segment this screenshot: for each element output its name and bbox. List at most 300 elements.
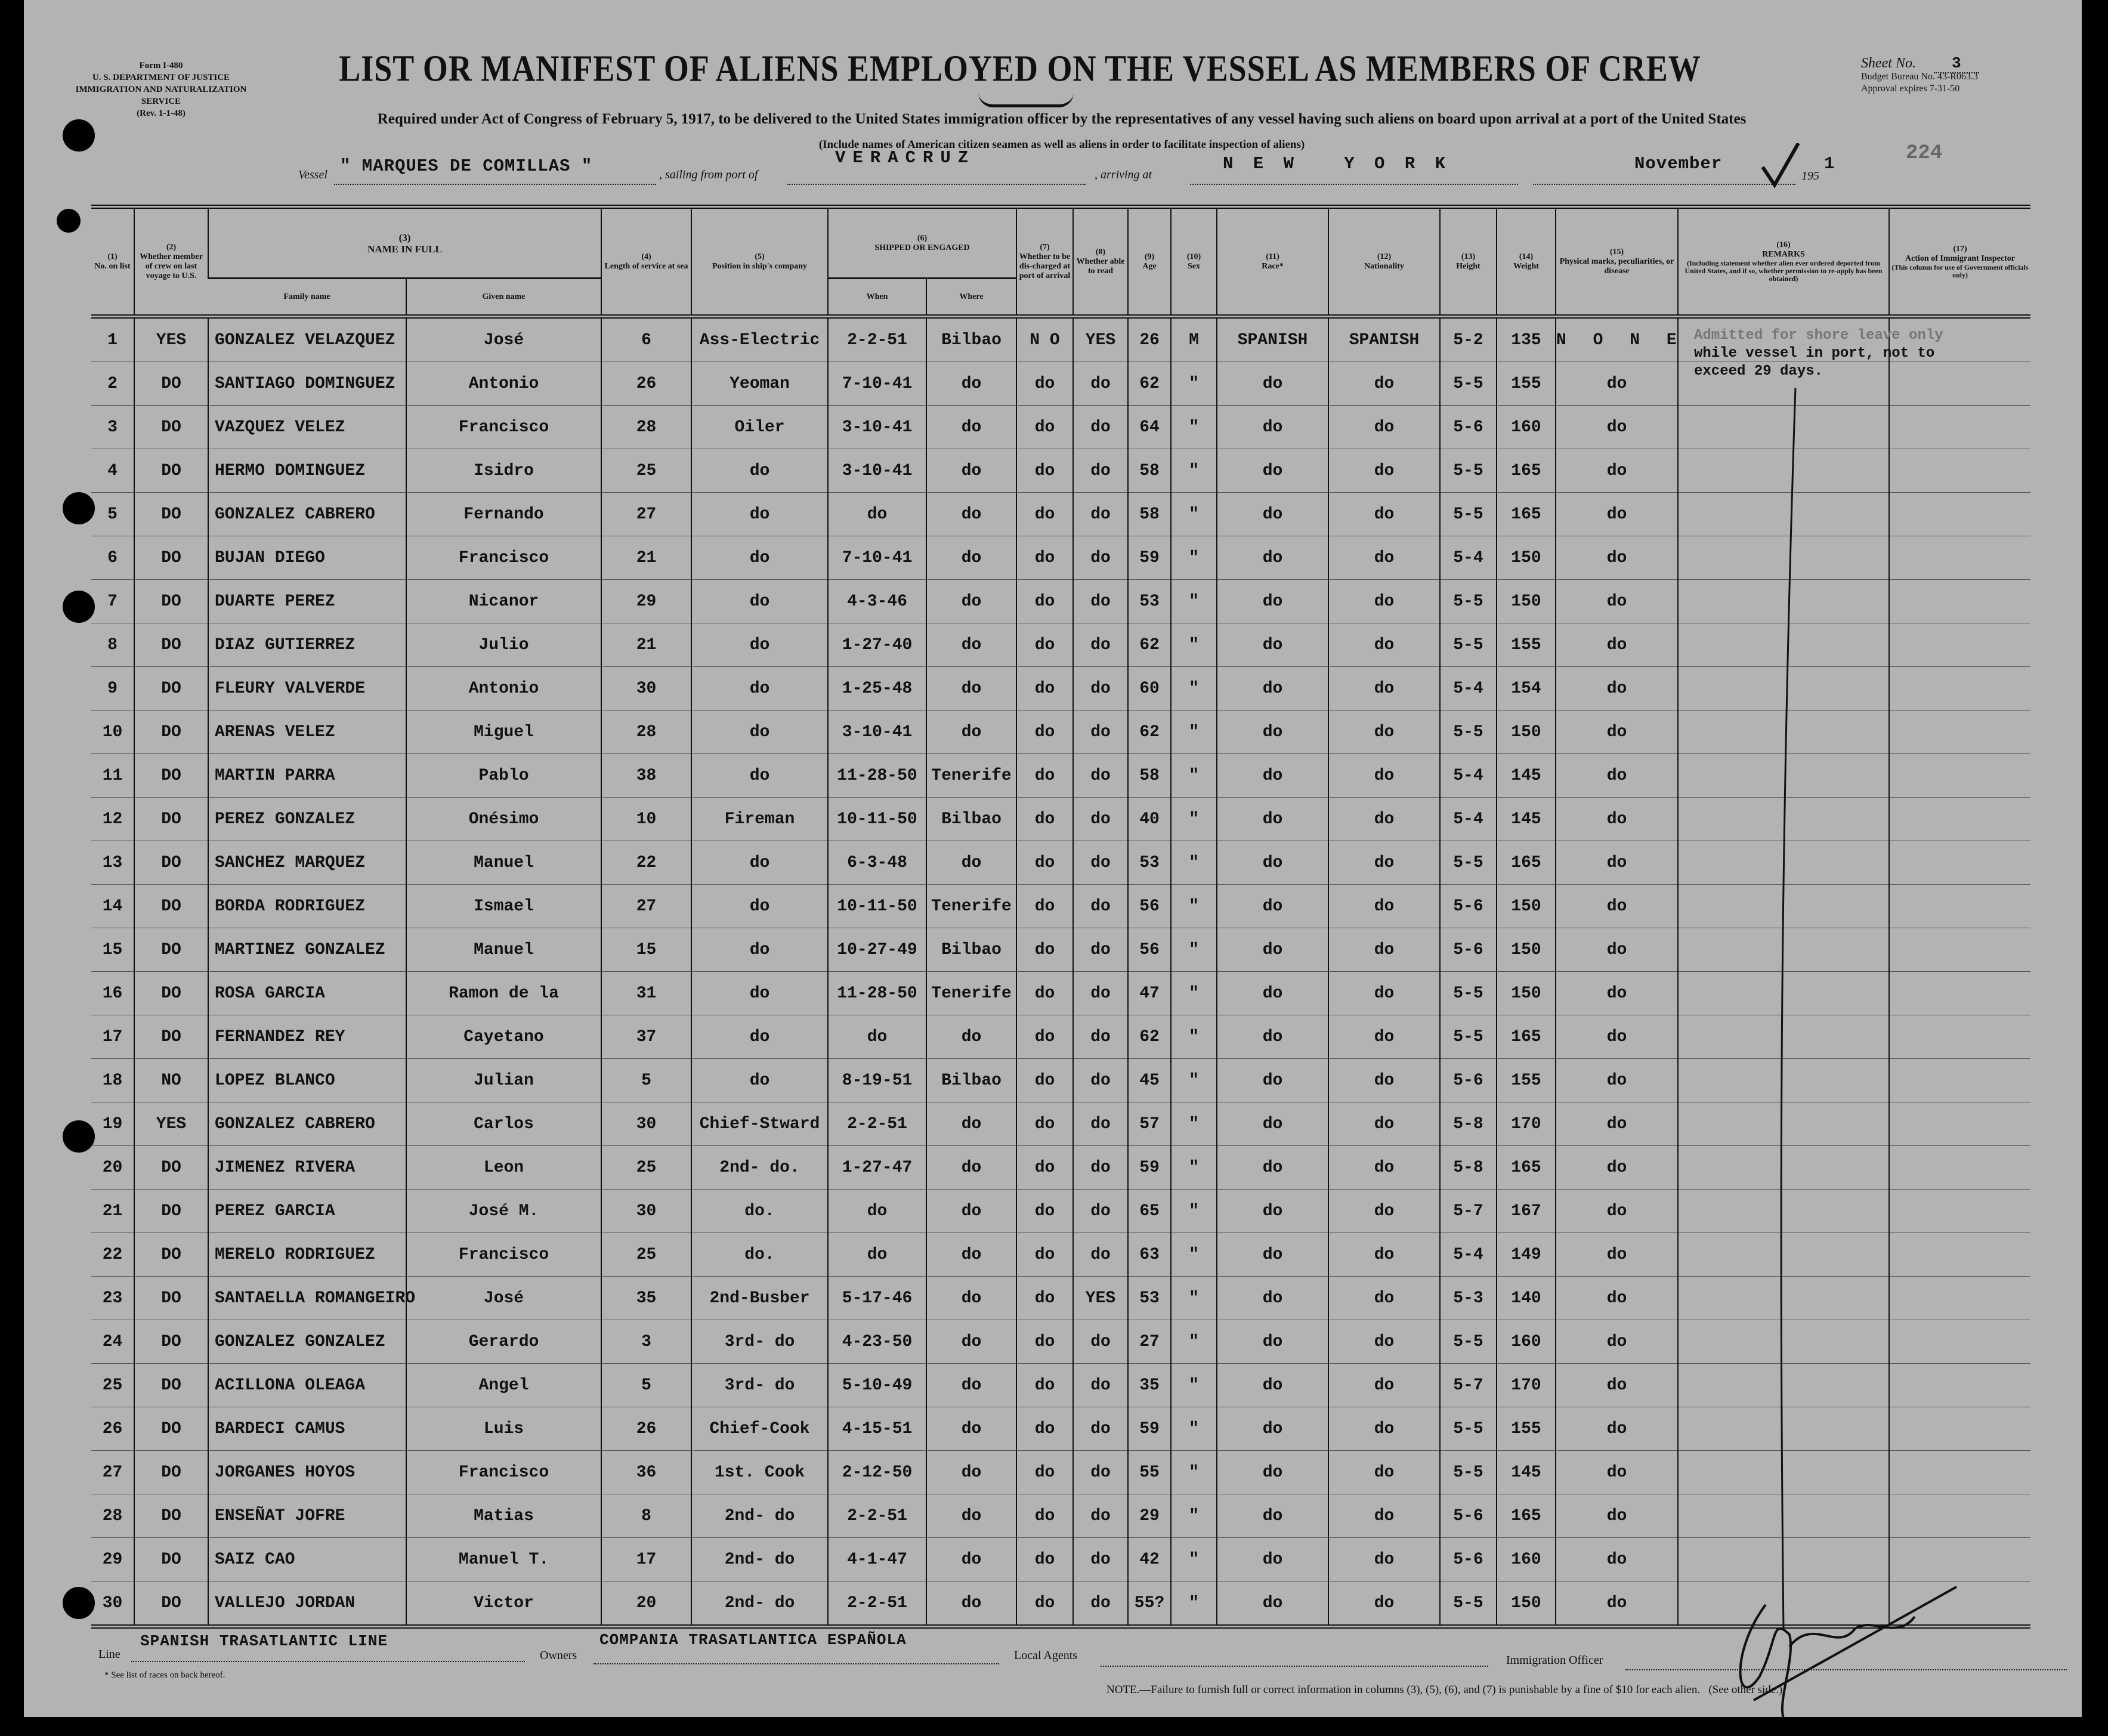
cell-given-name: José <box>406 1277 601 1320</box>
remarks-line: while vessel in port, not to <box>1694 345 1935 362</box>
crew-manifest-table <box>91 205 2030 1629</box>
cell-nationality: SPANISH <box>1328 317 1440 362</box>
cell-inspector-action <box>1889 798 2030 841</box>
cell-position: 2nd- do <box>691 1494 828 1538</box>
cell-height: 5-4 <box>1440 667 1497 711</box>
cell-shipped-where: do <box>926 1494 1016 1538</box>
cell-family-name: MARTIN PARRA <box>208 754 406 798</box>
cell-race: do <box>1217 1494 1328 1538</box>
cell-family-name: ENSEÑAT JOFRE <box>208 1494 406 1538</box>
cell-shipped-where: Bilbao <box>926 798 1016 841</box>
cell-weight: 170 <box>1497 1102 1556 1146</box>
cell-shipped-where: do <box>926 1538 1016 1581</box>
cell-shipped-where: do <box>926 1364 1016 1407</box>
cell-race: do <box>1217 1059 1328 1102</box>
cell-age: 35 <box>1128 1364 1171 1407</box>
table-row <box>91 1059 2030 1102</box>
cell-family-name: BARDECI CAMUS <box>208 1407 406 1451</box>
table-row <box>91 1364 2030 1407</box>
cell-position: Chief-Cook <box>691 1407 828 1451</box>
cell-family-name: ACILLONA OLEAGA <box>208 1364 406 1407</box>
cell-inspector-action <box>1889 536 2030 580</box>
cell-given-name: Matias <box>406 1494 601 1538</box>
cell-able-to-read: do <box>1073 972 1128 1015</box>
cell-height: 5-5 <box>1440 623 1497 667</box>
cell-given-name: Cayetano <box>406 1015 601 1059</box>
cell-position: do <box>691 1015 828 1059</box>
cell-given-name: Francisco <box>406 536 601 580</box>
cell-shipped-when: 4-15-51 <box>828 1407 926 1451</box>
cell-family-name: DUARTE PEREZ <box>208 580 406 623</box>
cell-position: do <box>691 536 828 580</box>
cell-height: 5-3 <box>1440 1277 1497 1320</box>
cell-shipped-where: Bilbao <box>926 928 1016 972</box>
col-family-name: Family name <box>208 279 406 317</box>
cell-discharged: do <box>1016 1538 1073 1581</box>
cell-able-to-read: do <box>1073 1538 1128 1581</box>
cell-race: do <box>1217 972 1328 1015</box>
cell-age: 65 <box>1128 1190 1171 1233</box>
cell-age: 62 <box>1128 1015 1171 1059</box>
cell-position: 1st. Cook <box>691 1451 828 1494</box>
cell-position: do <box>691 754 828 798</box>
cell-position: do <box>691 493 828 536</box>
cell-inspector-action <box>1889 928 2030 972</box>
cell-crew-member: DO <box>134 798 208 841</box>
cell-given-name: Francisco <box>406 1451 601 1494</box>
col-shipped-engaged: (6) SHIPPED OR ENGAGED <box>828 207 1016 279</box>
col-when: When <box>828 279 926 317</box>
cell-shipped-where: do <box>926 580 1016 623</box>
cell-inspector-action <box>1889 580 2030 623</box>
col-position: (5) Position in ship's company <box>691 207 828 317</box>
cell-physical-marks: do <box>1556 406 1678 449</box>
cell-no: 14 <box>91 885 134 928</box>
cell-no: 13 <box>91 841 134 885</box>
table-row <box>91 1233 2030 1277</box>
cell-age: 59 <box>1128 1407 1171 1451</box>
cell-race: do <box>1217 1581 1328 1627</box>
cell-sex: " <box>1171 406 1217 449</box>
cell-inspector-action <box>1889 1277 2030 1320</box>
cell-race: do <box>1217 449 1328 493</box>
cell-inspector-action <box>1889 1015 2030 1059</box>
cell-family-name: HERMO DOMINGUEZ <box>208 449 406 493</box>
cell-physical-marks: do <box>1556 449 1678 493</box>
cell-inspector-action <box>1889 1102 2030 1146</box>
cell-inspector-action <box>1889 493 2030 536</box>
cell-shipped-when: do <box>828 493 926 536</box>
cell-given-name: Francisco <box>406 1233 601 1277</box>
cell-weight: 155 <box>1497 1059 1556 1102</box>
cell-weight: 145 <box>1497 798 1556 841</box>
cell-length-of-service: 25 <box>601 449 691 493</box>
cell-crew-member: NO <box>134 1059 208 1102</box>
cell-nationality: do <box>1328 1494 1440 1538</box>
table-row <box>91 972 2030 1015</box>
cell-weight: 150 <box>1497 580 1556 623</box>
cell-no: 5 <box>91 493 134 536</box>
cell-no: 28 <box>91 1494 134 1538</box>
cell-no: 8 <box>91 623 134 667</box>
cell-age: 55 <box>1128 1451 1171 1494</box>
cell-sex: " <box>1171 1538 1217 1581</box>
cell-crew-member: DO <box>134 667 208 711</box>
col-discharged: (7) Whether to be dis-charged at port of arrival <box>1016 207 1073 317</box>
cell-family-name: BUJAN DIEGO <box>208 536 406 580</box>
cell-sex: " <box>1171 1581 1217 1627</box>
cell-inspector-action <box>1889 841 2030 885</box>
cell-able-to-read: do <box>1073 754 1128 798</box>
checkmark-icon <box>1760 143 1801 191</box>
cell-able-to-read: YES <box>1073 317 1128 362</box>
cell-height: 5-4 <box>1440 536 1497 580</box>
cell-discharged: do <box>1016 972 1073 1015</box>
cell-shipped-where: Bilbao <box>926 1059 1016 1102</box>
cell-shipped-when: 1-25-48 <box>828 667 926 711</box>
cell-shipped-where: do <box>926 1407 1016 1451</box>
cell-position: Yeoman <box>691 362 828 406</box>
cell-sex: " <box>1171 1364 1217 1407</box>
cell-no: 29 <box>91 1538 134 1581</box>
cell-age: 64 <box>1128 406 1171 449</box>
cell-shipped-when: 1-27-47 <box>828 1146 926 1190</box>
cell-weight: 165 <box>1497 493 1556 536</box>
cell-length-of-service: 21 <box>601 536 691 580</box>
cell-position: do <box>691 623 828 667</box>
cell-shipped-where: do <box>926 1451 1016 1494</box>
cell-discharged: do <box>1016 885 1073 928</box>
cell-height: 5-6 <box>1440 1494 1497 1538</box>
cell-given-name: Antonio <box>406 362 601 406</box>
cell-discharged: do <box>1016 1581 1073 1627</box>
cell-nationality: do <box>1328 623 1440 667</box>
cell-discharged: do <box>1016 1320 1073 1364</box>
cell-shipped-when: 8-19-51 <box>828 1059 926 1102</box>
cell-discharged: do <box>1016 667 1073 711</box>
cell-age: 58 <box>1128 754 1171 798</box>
cell-length-of-service: 10 <box>601 798 691 841</box>
cell-crew-member: DO <box>134 1146 208 1190</box>
cell-race: do <box>1217 1190 1328 1233</box>
cell-given-name: Leon <box>406 1146 601 1190</box>
cell-able-to-read: do <box>1073 493 1128 536</box>
cell-race: do <box>1217 1233 1328 1277</box>
cell-race: do <box>1217 580 1328 623</box>
cell-length-of-service: 35 <box>601 1277 691 1320</box>
cell-sex: " <box>1171 1407 1217 1451</box>
cell-given-name: Fernando <box>406 493 601 536</box>
cell-able-to-read: do <box>1073 1581 1128 1627</box>
cell-length-of-service: 25 <box>601 1233 691 1277</box>
cell-inspector-action <box>1889 1451 2030 1494</box>
cell-discharged: do <box>1016 754 1073 798</box>
sheet-number: 3 <box>1934 54 1979 73</box>
cell-crew-member: DO <box>134 1538 208 1581</box>
cell-age: 63 <box>1128 1233 1171 1277</box>
cell-race: do <box>1217 885 1328 928</box>
table-row <box>91 885 2030 928</box>
cell-race: do <box>1217 1277 1328 1320</box>
department: U. S. DEPARTMENT OF JUSTICE <box>92 73 230 82</box>
cell-crew-member: DO <box>134 1451 208 1494</box>
cell-nationality: do <box>1328 711 1440 754</box>
cell-length-of-service: 6 <box>601 317 691 362</box>
cell-shipped-when: 10-27-49 <box>828 928 926 972</box>
cell-position: Fireman <box>691 798 828 841</box>
cell-sex: " <box>1171 1146 1217 1190</box>
cell-crew-member: DO <box>134 1277 208 1320</box>
col-where: Where <box>926 279 1016 317</box>
cell-shipped-when: 1-27-40 <box>828 623 926 667</box>
cell-crew-member: DO <box>134 754 208 798</box>
cell-position: Chief-Stward <box>691 1102 828 1146</box>
cell-physical-marks: do <box>1556 711 1678 754</box>
cell-height: 5-5 <box>1440 449 1497 493</box>
cell-shipped-where: do <box>926 536 1016 580</box>
cell-nationality: do <box>1328 1277 1440 1320</box>
cell-weight: 165 <box>1497 841 1556 885</box>
cell-length-of-service: 36 <box>601 1451 691 1494</box>
cell-weight: 150 <box>1497 536 1556 580</box>
cell-physical-marks: do <box>1556 1407 1678 1451</box>
races-note: * See list of races on back hereof. <box>104 1670 225 1680</box>
cell-age: 59 <box>1128 536 1171 580</box>
penalty-note: NOTE.—Failure to furnish full or correct information in columns (3), (5), (6), and (7) is punishable by a fine of $10 for each alien. (See other side.) <box>1106 1684 1783 1696</box>
cell-race: do <box>1217 623 1328 667</box>
cell-weight: 160 <box>1497 1538 1556 1581</box>
table-row <box>91 667 2030 711</box>
cell-inspector-action <box>1889 449 2030 493</box>
cell-length-of-service: 30 <box>601 1102 691 1146</box>
cell-age: 56 <box>1128 885 1171 928</box>
cell-discharged: do <box>1016 493 1073 536</box>
cell-nationality: do <box>1328 1451 1440 1494</box>
cell-no: 27 <box>91 1451 134 1494</box>
cell-height: 5-5 <box>1440 972 1497 1015</box>
cell-sex: " <box>1171 1190 1217 1233</box>
cell-race: do <box>1217 1015 1328 1059</box>
cell-shipped-when: 11-28-50 <box>828 972 926 1015</box>
cell-race: do <box>1217 798 1328 841</box>
cell-physical-marks: do <box>1556 536 1678 580</box>
sheet-info <box>1861 54 2052 95</box>
line-label: Line <box>98 1648 120 1661</box>
cell-age: 53 <box>1128 1277 1171 1320</box>
cell-height: 5-5 <box>1440 362 1497 406</box>
cell-shipped-when: 2-2-51 <box>828 1102 926 1146</box>
cell-sex: " <box>1171 667 1217 711</box>
cell-no: 1 <box>91 317 134 362</box>
table-row <box>91 841 2030 885</box>
cell-sex: " <box>1171 1233 1217 1277</box>
cell-shipped-where: do <box>926 623 1016 667</box>
cell-family-name: ROSA GARCIA <box>208 972 406 1015</box>
col-no-on-list: (1) No. on list <box>94 252 131 271</box>
cell-no: 7 <box>91 580 134 623</box>
cell-family-name: MERELO RODRIGUEZ <box>208 1233 406 1277</box>
cell-inspector-action <box>1889 1320 2030 1364</box>
cell-given-name: Manuel <box>406 928 601 972</box>
cell-no: 9 <box>91 667 134 711</box>
cell-weight: 165 <box>1497 1015 1556 1059</box>
col-able-to-read: (8) Whether able to read <box>1073 207 1128 317</box>
cell-crew-member: DO <box>134 362 208 406</box>
line-name: SPANISH TRASATLANTIC LINE <box>140 1632 388 1650</box>
cell-able-to-read: do <box>1073 623 1128 667</box>
cell-height: 5-4 <box>1440 798 1497 841</box>
table-row <box>91 1102 2030 1146</box>
cell-able-to-read: do <box>1073 1146 1128 1190</box>
cell-length-of-service: 25 <box>601 1146 691 1190</box>
cell-sex: " <box>1171 580 1217 623</box>
cell-given-name: Manuel T. <box>406 1538 601 1581</box>
cell-discharged: do <box>1016 362 1073 406</box>
cell-nationality: do <box>1328 1190 1440 1233</box>
cell-physical-marks: do <box>1556 972 1678 1015</box>
cell-length-of-service: 21 <box>601 623 691 667</box>
cell-crew-member: YES <box>134 317 208 362</box>
cell-given-name: José M. <box>406 1190 601 1233</box>
cell-discharged: do <box>1016 1102 1073 1146</box>
cell-family-name: GONZALEZ GONZALEZ <box>208 1320 406 1364</box>
cell-sex: " <box>1171 754 1217 798</box>
cell-age: 58 <box>1128 493 1171 536</box>
cell-able-to-read: do <box>1073 798 1128 841</box>
cell-nationality: do <box>1328 1146 1440 1190</box>
cell-family-name: JIMENEZ RIVERA <box>208 1146 406 1190</box>
cell-physical-marks: do <box>1556 1015 1678 1059</box>
cell-weight: 170 <box>1497 1364 1556 1407</box>
cell-physical-marks: do <box>1556 1581 1678 1627</box>
cell-length-of-service: 8 <box>601 1494 691 1538</box>
cell-shipped-where: do <box>926 449 1016 493</box>
cell-crew-member: DO <box>134 711 208 754</box>
cell-given-name: Pablo <box>406 754 601 798</box>
cell-position: 2nd-Busber <box>691 1277 828 1320</box>
cell-shipped-when: 4-1-47 <box>828 1538 926 1581</box>
cell-physical-marks: do <box>1556 1277 1678 1320</box>
form-identifier <box>72 60 251 119</box>
cell-length-of-service: 38 <box>601 754 691 798</box>
owners-name: COMPANIA TRASATLANTICA ESPAÑOLA <box>599 1631 907 1649</box>
cell-height: 5-5 <box>1440 1407 1497 1451</box>
cell-given-name: Ramon de la <box>406 972 601 1015</box>
cell-race: do <box>1217 536 1328 580</box>
cell-position: do <box>691 580 828 623</box>
cell-physical-marks: do <box>1556 667 1678 711</box>
officer-signature <box>1718 1581 1968 1736</box>
table-row <box>91 406 2030 449</box>
cell-crew-member: DO <box>134 406 208 449</box>
cell-age: 53 <box>1128 580 1171 623</box>
cell-length-of-service: 30 <box>601 667 691 711</box>
cell-discharged: do <box>1016 1015 1073 1059</box>
cell-discharged: do <box>1016 449 1073 493</box>
sheet-label: Sheet No. <box>1861 55 1916 71</box>
cell-shipped-where: do <box>926 1015 1016 1059</box>
cell-age: 62 <box>1128 711 1171 754</box>
table-row <box>91 536 2030 580</box>
remarks-line: exceed 29 days. <box>1694 363 1823 379</box>
cell-sex: " <box>1171 885 1217 928</box>
cell-given-name: José <box>406 317 601 362</box>
cell-no: 10 <box>91 711 134 754</box>
cell-no: 24 <box>91 1320 134 1364</box>
cell-inspector-action <box>1889 885 2030 928</box>
cell-shipped-where: do <box>926 1190 1016 1233</box>
cell-shipped-when: 3-10-41 <box>828 449 926 493</box>
cell-family-name: SANTAELLA ROMANGEIRO <box>208 1277 406 1320</box>
cell-discharged: do <box>1016 623 1073 667</box>
cell-crew-member: DO <box>134 1364 208 1407</box>
cell-nationality: do <box>1328 1538 1440 1581</box>
cell-shipped-when: 11-28-50 <box>828 754 926 798</box>
cell-crew-member: DO <box>134 1407 208 1451</box>
cell-position: do <box>691 885 828 928</box>
cell-height: 5-5 <box>1440 841 1497 885</box>
cell-family-name: LOPEZ BLANCO <box>208 1059 406 1102</box>
cell-able-to-read: do <box>1073 928 1128 972</box>
cell-race: do <box>1217 711 1328 754</box>
cell-shipped-when: 4-3-46 <box>828 580 926 623</box>
cell-position: do <box>691 972 828 1015</box>
cell-sex: " <box>1171 1320 1217 1364</box>
cell-shipped-when: do <box>828 1190 926 1233</box>
cell-crew-member: DO <box>134 885 208 928</box>
cell-height: 5-8 <box>1440 1102 1497 1146</box>
cell-weight: 150 <box>1497 885 1556 928</box>
cell-able-to-read: do <box>1073 1190 1128 1233</box>
cell-length-of-service: 31 <box>601 972 691 1015</box>
cell-shipped-where: Tenerife <box>926 754 1016 798</box>
cell-age: 26 <box>1128 317 1171 362</box>
cell-height: 5-6 <box>1440 406 1497 449</box>
cell-family-name: ARENAS VELEZ <box>208 711 406 754</box>
cell-able-to-read: do <box>1073 406 1128 449</box>
cell-shipped-when: 6-3-48 <box>828 841 926 885</box>
cell-age: 47 <box>1128 972 1171 1015</box>
ditto-pen-line <box>1760 388 1807 1641</box>
cell-shipped-where: do <box>926 1581 1016 1627</box>
cell-able-to-read: do <box>1073 841 1128 885</box>
cell-nationality: do <box>1328 1015 1440 1059</box>
cell-height: 5-5 <box>1440 580 1497 623</box>
cell-inspector-action <box>1889 406 2030 449</box>
page-title: LIST OR MANIFEST OF ALIENS EMPLOYED ON THE VESSEL AS MEMBERS OF CREW <box>339 48 1701 89</box>
cell-weight: 167 <box>1497 1190 1556 1233</box>
punch-hole <box>63 119 95 152</box>
cell-weight: 160 <box>1497 406 1556 449</box>
cell-given-name: Julio <box>406 623 601 667</box>
cell-physical-marks: do <box>1556 1320 1678 1364</box>
cell-age: 27 <box>1128 1320 1171 1364</box>
table-row <box>91 1015 2030 1059</box>
cell-no: 22 <box>91 1233 134 1277</box>
cell-length-of-service: 17 <box>601 1538 691 1581</box>
cell-inspector-action <box>1889 1190 2030 1233</box>
cell-length-of-service: 27 <box>601 885 691 928</box>
cell-inspector-action <box>1889 1059 2030 1102</box>
cell-weight: 165 <box>1497 1146 1556 1190</box>
col-sex: (10) Sex <box>1171 207 1217 317</box>
cell-able-to-read: do <box>1073 536 1128 580</box>
cell-weight: 155 <box>1497 623 1556 667</box>
cell-weight: 150 <box>1497 1581 1556 1627</box>
cell-family-name: VALLEJO JORDAN <box>208 1581 406 1627</box>
table-row <box>91 711 2030 754</box>
service: IMMIGRATION AND NATURALIZATION SERVICE <box>75 85 247 106</box>
